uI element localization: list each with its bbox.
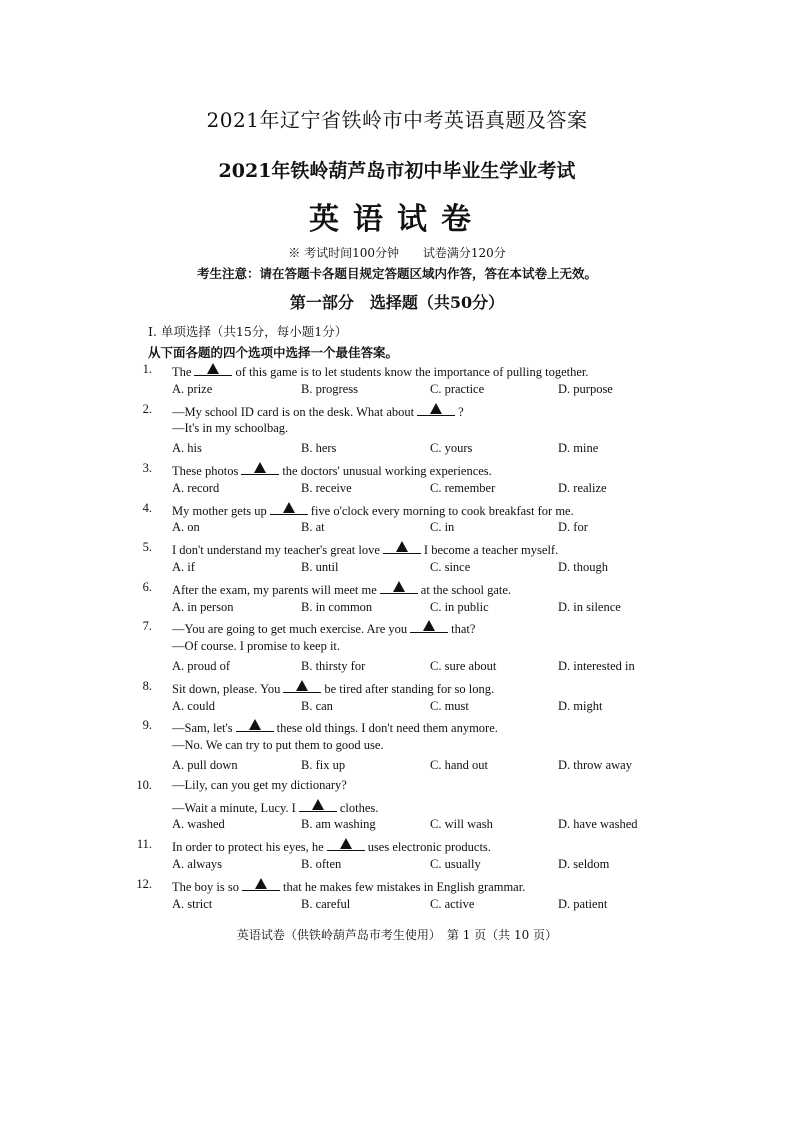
exam-title: 2021年铁岭葫芦岛市初中毕业生学业考试 [218, 160, 576, 182]
option-a: A. his [172, 441, 202, 456]
question-number: 10. [136, 777, 152, 792]
question-text [172, 679, 494, 697]
option-b: B. careful [301, 896, 351, 911]
subject-title: 英语试卷 [309, 202, 485, 237]
question-text-part: —No. We can try to put them to good use. [172, 738, 384, 753]
option-a: A. washed [172, 817, 225, 832]
question-text [172, 619, 475, 637]
question-text-part: The boy is so [172, 879, 240, 894]
question-text-part: —Lily, can you get my dictionary? [172, 777, 347, 792]
question-text-part: After the exam, my parents will meet me [172, 582, 377, 597]
option-d: D. purpose [558, 381, 613, 396]
answer-blank [380, 580, 418, 594]
option-c: C. practice [430, 381, 485, 396]
question-text-part: of this game is to let students know the importance of pulling together. [235, 365, 589, 379]
answer-blank [417, 402, 455, 416]
question-text [172, 798, 378, 816]
option-a: A. strict [172, 896, 213, 911]
triangle-icon [296, 680, 308, 691]
question-text-part: The [172, 365, 192, 379]
option-d: D. might [558, 698, 603, 713]
option-d: D. mine [558, 441, 599, 456]
question-number: 12. [136, 876, 152, 891]
question-text-part: I become a teacher myself. [423, 543, 559, 558]
option-b: B. thirsty for [301, 659, 366, 673]
question-text-part: at the school gate. [420, 582, 512, 597]
question-text-part: —You are going to get much exercise. Are you [172, 622, 408, 637]
option-c: C. must [430, 698, 469, 713]
question-number: 5. [142, 540, 152, 555]
triangle-icon [430, 403, 442, 414]
option-c: C. sure about [430, 659, 497, 673]
option-a: A. in person [172, 599, 234, 614]
option-c: C. hand out [430, 758, 488, 772]
answer-blank [236, 718, 274, 732]
question-number: 6. [142, 579, 152, 594]
question-text-part: uses electronic products. [367, 840, 491, 855]
option-d: D. realize [558, 480, 607, 495]
question-text-part: I don't understand my teacher's great love [172, 543, 380, 558]
exam-time: ※ 考试时间100分钟 [288, 246, 399, 260]
option-b: B. at [301, 520, 325, 535]
option-d: D. though [558, 560, 608, 574]
question-text [172, 877, 525, 895]
question-text-part: In order to protect his eyes, he [172, 840, 324, 855]
triangle-icon [255, 878, 267, 889]
option-b: B. until [301, 560, 339, 574]
option-d: D. in silence [558, 599, 621, 614]
option-a: A. proud of [172, 659, 230, 673]
question-text [172, 718, 498, 736]
question-text-part: These photos [172, 464, 239, 478]
option-b: B. often [301, 857, 342, 871]
question-text [172, 461, 492, 479]
option-a: A. if [172, 560, 195, 574]
triangle-icon [207, 363, 219, 374]
question-number: 8. [142, 678, 152, 693]
question-text [172, 402, 464, 420]
answer-blank [410, 619, 448, 633]
document-title: 2021年辽宁省铁岭市中考英语真题及答案 [206, 108, 588, 132]
question-text [172, 540, 558, 558]
part-title: 第一部分 选择题（共50分） [289, 293, 505, 312]
option-d: D. interested in [558, 659, 635, 673]
question-number: 7. [142, 619, 152, 634]
question-text-part: five o'clock every morning to cook breakfast for me. [310, 503, 574, 518]
answer-blank [242, 877, 280, 891]
triangle-icon [283, 502, 295, 513]
option-c: C. will wash [430, 817, 493, 832]
question-number: 4. [142, 500, 152, 515]
question-text-part: be tired after standing for so long. [324, 681, 495, 696]
question-text [172, 580, 511, 598]
question-text-part: the doctors' unusual working experiences. [282, 464, 492, 478]
triangle-icon [393, 581, 405, 592]
option-c: C. active [430, 896, 475, 911]
question-number: 9. [142, 718, 152, 733]
answer-blank [194, 362, 232, 376]
triangle-icon [312, 799, 324, 810]
question-text [172, 421, 288, 436]
answer-blank [299, 798, 337, 812]
question-text-part: —Sam, let's [172, 721, 233, 736]
answer-blank [327, 837, 365, 851]
option-d: D. patient [558, 896, 608, 911]
option-b: B. can [301, 698, 333, 713]
exam-notice: 考生注意：请在答题卡各题目规定答题区域内作答，答在本试卷上无效。 [196, 266, 597, 281]
question-text-part: —Of course. I promise to keep it. [172, 639, 341, 654]
question-text-part: clothes. [339, 800, 379, 815]
section-title: Ⅰ. 单项选择（共15分，每小题1分） [148, 324, 348, 339]
question-text-part: My mother gets up [172, 503, 267, 518]
option-a: A. pull down [172, 758, 238, 772]
option-b: B. am washing [301, 817, 376, 832]
page-footer: 英语试卷（供铁岭葫芦岛市考生使用） 第 1 页（共 10 页） [236, 928, 558, 942]
option-a: A. could [172, 698, 216, 713]
option-a: A. record [172, 480, 220, 495]
question-number: 2. [142, 401, 152, 416]
section-instruction: 从下面各题的四个选项中选择一个最佳答案。 [148, 345, 399, 360]
option-b: B. in common [301, 599, 373, 614]
question-text [172, 501, 574, 519]
triangle-icon [423, 620, 435, 631]
option-b: B. hers [301, 441, 337, 456]
question-number: 3. [142, 461, 152, 475]
option-c: C. in [430, 520, 455, 535]
option-d: D. have washed [558, 817, 638, 832]
question-text-part: —It's in my schoolbag. [172, 421, 289, 436]
option-c: C. usually [430, 857, 481, 871]
option-a: A. prize [172, 381, 213, 396]
option-d: D. seldom [558, 857, 610, 871]
question-text [172, 738, 384, 753]
triangle-icon [254, 462, 266, 473]
question-text-part: —My school ID card is on the desk. What about [172, 404, 415, 419]
option-a: A. on [172, 520, 200, 535]
option-b: B. receive [301, 480, 352, 495]
option-c: C. yours [430, 441, 473, 456]
question-text-part: ? [458, 404, 464, 419]
exam-info [0, 244, 794, 261]
question-number: 1. [142, 362, 152, 376]
option-a: A. always [172, 857, 222, 871]
answer-blank [241, 461, 279, 475]
option-c: C. since [430, 560, 471, 574]
question-text-part: —Wait a minute, Lucy. I [172, 800, 296, 815]
option-d: D. throw away [558, 758, 632, 772]
question-text-part: that he makes few mistakes in English grammar. [283, 879, 526, 894]
option-c: C. remember [430, 480, 496, 495]
triangle-icon [249, 719, 261, 730]
triangle-icon [340, 838, 352, 849]
question-text [172, 837, 491, 855]
triangle-icon [396, 541, 408, 552]
question-text [172, 362, 589, 380]
question-text [172, 778, 347, 793]
question-text-part: that? [451, 622, 476, 637]
answer-blank [270, 501, 308, 515]
option-d: D. for [558, 520, 588, 535]
question-text [172, 639, 340, 654]
exam-score: 试卷满分120分 [422, 246, 506, 260]
question-number: 11. [136, 837, 152, 852]
answer-blank [383, 540, 421, 554]
question-text-part: these old things. I don't need them anymore. [276, 721, 498, 736]
option-c: C. in public [430, 599, 489, 614]
option-b: B. progress [301, 381, 358, 396]
option-b: B. fix up [301, 758, 346, 772]
answer-blank [283, 679, 321, 693]
question-text-part: Sit down, please. You [172, 681, 281, 696]
